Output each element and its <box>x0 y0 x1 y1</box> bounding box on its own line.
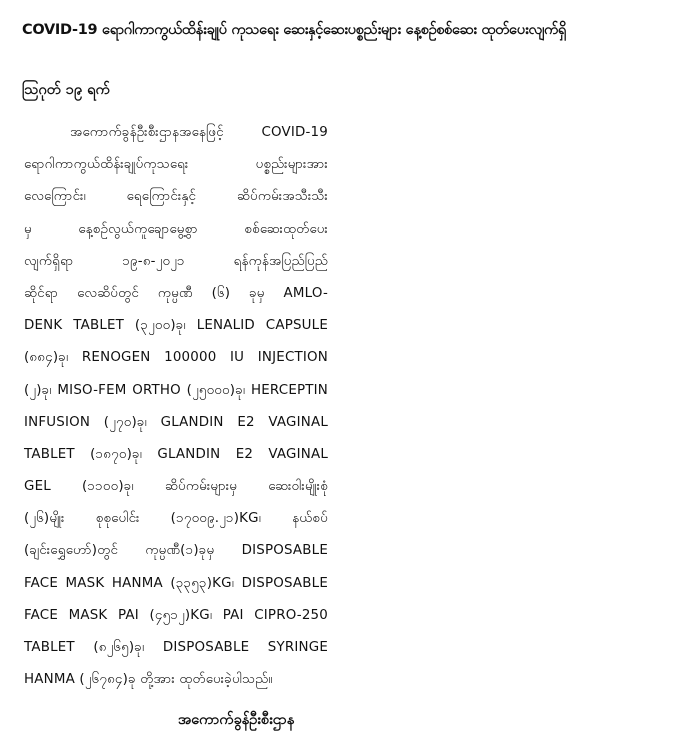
body-line: ရောဂါကာကွယ်ထိန်းချုပ်ကုသရေး ပစ္စည်းများအား <box>24 157 328 173</box>
signature: အကောက်ခွန်ဦးစီးဌာန <box>178 712 295 728</box>
body-paragraph <box>24 117 328 696</box>
body-line: (၂)ခု၊ MISO-FEM ORTHO (၂၅၀၀၀)ခု၊ HERCEPTIN <box>24 382 328 398</box>
body-line: TABLET (၁၈၇၀)ခု၊ GLANDIN E2 VAGINAL <box>24 446 328 462</box>
headline: COVID-19 ရောဂါကာကွယ်ထိန်းချုပ် ကုသရေး ဆေးနှင့်ဆေးပစ္စည်းများ နေ့စဉ်စစ်ဆေး ထုတ်ပေးလျက်ရှိ <box>22 22 567 38</box>
body-line: HANMA (၂၆၇၈၄)ခု တို့အား ထုတ်ပေးခဲ့ပါသည်။ <box>24 672 273 688</box>
body-line: (၂၆)မျိုး စုစုပေါင်း (၁၇၀၀၉.၂၁)KG၊ နယ်စပ် <box>24 511 328 527</box>
body-line: GEL (၁၁၀၀)ခု၊ ဆိပ်ကမ်းများမှ ဆေးဝါးမျိုးစုံ <box>24 479 328 495</box>
body-line: မှ နေ့စဉ်လွယ်ကူချောမွေ့စွာ စစ်ဆေးထုတ်ပေး <box>24 221 328 237</box>
body-line: အကောက်ခွန်ဦးစီးဌာနအနေဖြင့် COVID-19 <box>70 125 328 140</box>
body-line: ဆိုင်ရာ လေဆိပ်တွင် ကုမ္ပဏီ (၆) ခုမှ AMLO- <box>24 285 328 301</box>
body-line: TABLET (၈၂၆၅)ခု၊ DISPOSABLE SYRINGE <box>24 640 328 655</box>
body-line: (၈၈၄)ခု၊ RENOGEN 100000 IU INJECTION <box>24 350 328 366</box>
dateline: ဩဂုတ် ၁၉ ရက် <box>22 82 110 98</box>
body-line: လေကြောင်း၊ ရေကြောင်းနှင့် ဆိပ်ကမ်းအသီးသီး <box>24 189 328 205</box>
body-line: FACE MASK PAI (၄၅၁၂)KG၊ PAI CIPRO-250 <box>24 607 328 623</box>
body-line: DENK TABLET (၃၂၀၀)ခု၊ LENALID CAPSULE <box>24 318 328 334</box>
body-line: FACE MASK HANMA (၃၃၅၃)KG၊ DISPOSABLE <box>24 575 328 591</box>
body-line: လျက်ရှိရာ ၁၉-၈-၂၀၂၁ ရန်ကုန်အပြည်ပြည် <box>24 253 328 269</box>
body-line: (ချင်းရွှေဟော်)တွင် ကုမ္ပဏီ(၁)ခုမှ DISPOSABLE <box>24 543 328 559</box>
body-line: INFUSION (၂၇၀)ခု၊ GLANDIN E2 VAGINAL <box>24 414 328 430</box>
